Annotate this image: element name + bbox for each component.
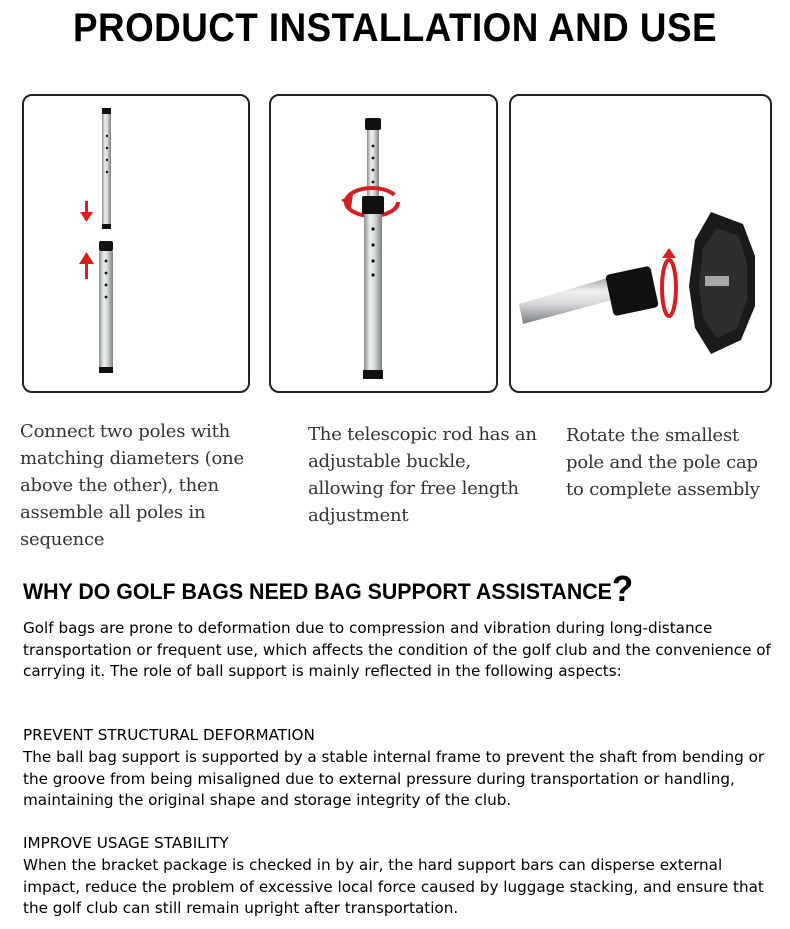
outer-pole [362,196,384,379]
step-2-caption: The telescopic rod has an adjustable buckle, allowing for free length adjustment [308,424,537,526]
intro-paragraph: Golf bags are prone to deformation due to compression and vibration during long-distance transportation or frequent use, which affects the condition of the golf club and the convenience of carrying it. The role of ball support is mainly reflected in the following aspects: [23,619,771,680]
question-mark: ? [611,568,634,609]
lower-pole [99,241,113,373]
down-arrow-icon [80,201,93,222]
page-title: PRODUCT INSTALLATION AND USE [73,6,717,50]
section-1-body: The ball bag support is supported by a stable internal frame to prevent the shaft from bending or the groove from being misaligned due to external pressure during transportation or handling, maintaining the original shape and storage integrity of the club. [23,748,765,809]
section-2-title: IMPROVE USAGE STABILITY [23,834,229,852]
why-heading [23,568,633,610]
rotate-arrow-icon [662,248,676,316]
section-2-body: When the bracket package is checked in by air, the hard support bars can disperse external impact, reduce the problem of excessive local force caused by luggage stacking, and ensure that the golf club can still remain upright after transportation. [23,856,764,917]
step-1-image [22,94,250,393]
step-2-image [269,94,498,393]
upper-pole [102,108,111,229]
why-heading-text: WHY DO GOLF BAGS NEED BAG SUPPORT ASSISTANCE [23,579,612,604]
step-1-caption: Connect two poles with matching diameters (one above the other), then assemble all poles in sequence [20,421,244,550]
up-arrow-icon [79,252,94,279]
step-3-image [509,94,772,393]
step-3-caption: Rotate the smallest pole and the pole cap to complete assembly [566,425,760,500]
section-1-title: PREVENT STRUCTURAL DEFORMATION [23,726,315,744]
pole-cap [689,212,755,354]
smallest-pole [519,266,659,324]
